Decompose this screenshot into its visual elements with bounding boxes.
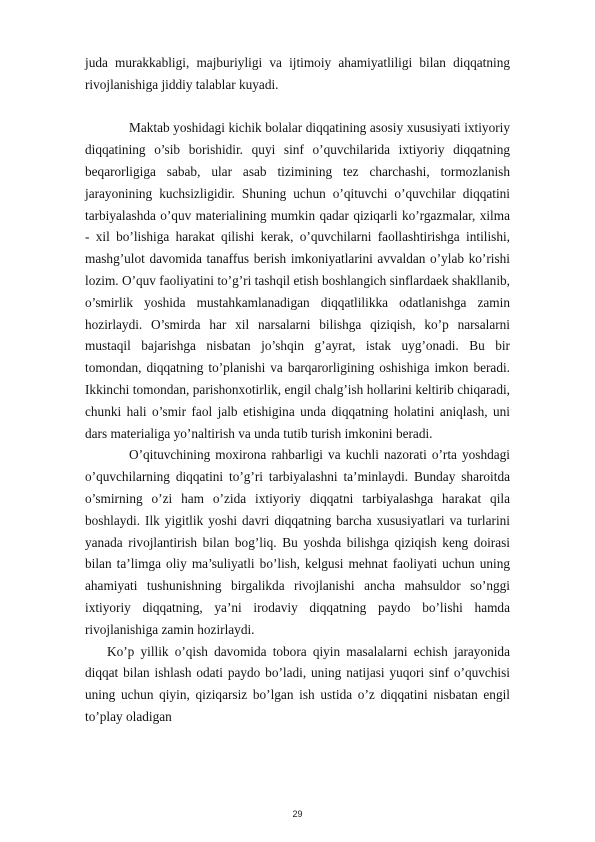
- paragraph-2: Maktab yoshidagi kichik bolalar diqqatining asosiy xususiyati ixtiyoriy diqqatining o’sib borishidir. quyi sinf o’quvchilarida ixtiyoriy diqqatning beqarorligiga sabab, ular asab tizimining tez charchashi, tormozlanish jarayonining kuchsizligidir. Shuning uchun o’qituvchi o’quvchilar diqqatini tarbiyalashda o’quv materialining mumkin qadar qiziqarli ko’rgazmalar, xilma - xil bo’lishiga harakat qilishi kerak, o’quvchilarni faollashtirishga intilishi, mashg’ulot davomida tanaffus berish imkoniyatlarini avvaldan o’ylab ko’rishi lozim. O’quv faoliyatini to’g’ri tashqil etish boshlangich sinflardaek shakllanib, o’smirlik yoshida mustahkamlanadigan diqqatlilikka odatlanishga zamin hozirlaydi. O’smirda har xil narsalarni bilishga qiziqish, ko’p narsalarni mustaqil bajarishga nisbatan jo’shqin g’ayrat, istak uyg’onadi. Bu bir tomondan, diqqatning to’planishi va barqarorligining oshishiga imkon beradi. Ikkinchi tomondan, parishonxotirlik, engil chalg’ish hollarini keltirib chiqaradi, chunki hali o’smir faol jalb etishigina unda diqqatning holatini aniqlash, uni dars materialiga yo’naltirish va unda tutib turish imkonini beradi.: [85, 120, 510, 441]
- body-text: [85, 52, 510, 728]
- paragraph-3: O’qituvchining moxirona rahbarligi va kuchli nazorati o’rta yoshdagi o’quvchilarning diqqatini to’g’ri tarbiyalashni ta’minlaydi. Bunday sharoitda o’smirning o’zi ham o’zida ixtiyoriy diqqatni tarbiyalashga harakat qila boshlaydi. Ilk yigitlik yoshi davri diqqatning barcha xususiyatlari va turlarini yanada rivojlantirish bilan bog’liq. Bu yoshda bilishga qiziqish keng doirasi bilan ta’limga oliy ma’suliyatli bo’lish, kelgusi mehnat faoliyati uchun uning ahamiyati tushunishning birgalikda rivojlanishi ancha mahsuldor so’nggi ixtiyoriy diqqatning, ya’ni irodaviy diqqatning paydo bo’lishi hamda rivojlanishiga zamin hozirlaydi.: [85, 447, 510, 637]
- page-number: 29: [292, 809, 303, 819]
- paragraph-1: juda murakkabligi, majburiyligi va ijtimoiy ahamiyatliligi bilan diqqatning rivojlanishiga jiddiy talablar kuyadi.: [85, 55, 510, 92]
- paragraph-4: Ko’p yillik o’qish davomida tobora qiyin masalalarni echish jarayonida diqqat bilan ishlash odati paydo bo’ladi, uning natijasi yuqori sinf o’quvchisi uning uchun qiyin, qiziqarsiz bo’lgan ish ustida o’z diqqatini nisbatan engil to’play oladigan: [85, 643, 510, 724]
